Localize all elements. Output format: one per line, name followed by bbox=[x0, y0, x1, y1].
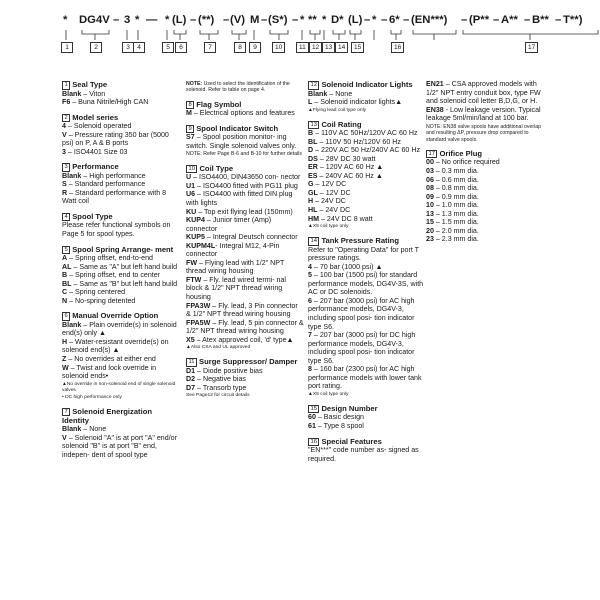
option-entry: U1 – ISO4400 fitted with PG11 plug bbox=[186, 181, 298, 190]
box-number: 10 bbox=[272, 42, 285, 53]
section-special-features bbox=[308, 437, 426, 464]
option-entry: 61 – Type 8 spool bbox=[308, 421, 364, 430]
option-entry: M – Electrical options and features bbox=[186, 109, 295, 118]
code-part: * bbox=[372, 14, 377, 26]
section-number: 12 bbox=[308, 81, 319, 90]
code-part: — bbox=[146, 14, 158, 26]
option-entry: X5 – Atex approved coil, 'd' type▲ bbox=[186, 335, 294, 344]
option-entry: S7 – Spool position monitor- ing switch. Single solenoid valves only. bbox=[186, 133, 297, 150]
section-solenoid-indicator-lights bbox=[308, 80, 426, 114]
code-part: – bbox=[292, 14, 299, 26]
option-entry: 03 – 0.3 mm dia. bbox=[426, 167, 479, 175]
option-entry: B – Spring offset, end to center bbox=[62, 271, 161, 280]
section-number: 14 bbox=[308, 237, 319, 246]
footnote: ▲X5 coil type only bbox=[308, 224, 349, 230]
section-manual-override bbox=[62, 311, 178, 400]
option-entry: 4 – 70 bar (1000 psi) ▲ bbox=[308, 262, 383, 271]
box-number: 11 bbox=[296, 42, 309, 53]
box-number: 14 bbox=[335, 42, 348, 53]
section-title: Solenoid Energization Identity bbox=[62, 406, 152, 426]
box-number: 6 bbox=[175, 42, 187, 53]
section-performance bbox=[62, 162, 178, 206]
option-entry: AL – Same as "A" but left hand build bbox=[62, 262, 178, 271]
option-entry: U – ISO4400, DIN43650 con- nector bbox=[186, 173, 301, 182]
option-entry: B – 110V AC 50Hz/120V AC 60 Hz bbox=[308, 129, 418, 138]
bracket-line bbox=[200, 30, 218, 34]
option-entry: BL – 110V 50 Hz/120V 60 Hz bbox=[308, 137, 401, 146]
code-part: * bbox=[322, 14, 327, 26]
bracket-line bbox=[174, 30, 186, 34]
code-part: DG4V bbox=[79, 14, 110, 26]
code-part: – bbox=[223, 14, 230, 26]
option-entry: W – Twist and lock override in solenoid ends• bbox=[62, 363, 157, 381]
box-number: 13 bbox=[322, 42, 335, 53]
option-entry: Blank – Viton bbox=[62, 89, 106, 98]
section-number: 11 bbox=[186, 358, 197, 367]
bracket-line bbox=[350, 30, 361, 34]
option-entry: Blank – None bbox=[308, 89, 353, 98]
code-part: (**) bbox=[198, 14, 215, 26]
option-entry: KUP5 – Integral Deutsch connector bbox=[186, 233, 298, 242]
section-title: Solenoid Indicator Lights bbox=[321, 80, 413, 89]
code-box-numbers bbox=[0, 42, 600, 56]
option-entry: 23 – 2.3 mm dia. bbox=[426, 235, 479, 244]
code-part: 6* bbox=[389, 14, 400, 26]
section-number: 8 bbox=[186, 101, 194, 110]
option-entry: 4 – Solenoid operated bbox=[62, 122, 132, 131]
column-2 bbox=[186, 80, 304, 405]
footnote: ▲No override in non-solenoid end of single solenoid valves bbox=[62, 381, 176, 393]
option-entry: L – Solenoid indicator lights▲ bbox=[308, 98, 403, 107]
option-entry: FPA3W – Fly. lead, 3 Pin connector & 1/2" NPT thread wiring housing bbox=[186, 301, 298, 319]
note: NOTE: EN38 valve spools have additional overlap and resulting ΔP, pressure drop compared to standard valve spools. bbox=[426, 123, 542, 143]
code-part: B** bbox=[532, 14, 549, 26]
option-entry: V – Pressure rating 350 bar (5000 psi) on P, A & B ports bbox=[62, 130, 169, 148]
bracket-line bbox=[413, 30, 456, 34]
section-text: "EN***" code number as- signed as required. bbox=[308, 446, 419, 463]
code-part: – bbox=[461, 14, 468, 26]
section-title: Performance bbox=[72, 162, 119, 172]
box-number: 1 bbox=[61, 42, 73, 53]
section-number: 7 bbox=[62, 408, 70, 417]
box-number: 17 bbox=[525, 42, 538, 53]
code-part: – bbox=[403, 14, 410, 26]
option-entry: FW – Flying lead with 1/2" NPT thread wiring housing bbox=[186, 258, 285, 276]
note: NOTE: Refer Page B-6 and B-10 for further details bbox=[186, 151, 302, 158]
section-title: Coil Type bbox=[199, 163, 234, 173]
option-entry: BL – Same as "B" but left hand build bbox=[62, 279, 178, 288]
option-entry: KUPM4L- Integral M12, 4-Pin connector bbox=[186, 241, 280, 259]
bracket-line bbox=[333, 30, 345, 34]
option-entry: GL – 12V DC bbox=[308, 188, 351, 197]
option-entry: 6 – 207 bar (3000 psi) for AC high performance models, DG4V-3, including spool posi- tion indicator type S6. bbox=[308, 296, 415, 331]
option-entry: D7 – Transorb type bbox=[186, 383, 247, 392]
code-part: – bbox=[190, 14, 197, 26]
section-title: Seal Type bbox=[72, 80, 108, 89]
code-part: T**) bbox=[563, 14, 583, 26]
option-entry: KUP4 – Junior timer (Amp) connector bbox=[186, 216, 272, 233]
section-number: 4 bbox=[62, 213, 70, 222]
option-entry: U6 – ISO4400 with fitted DIN plug with lights bbox=[186, 190, 293, 207]
section-number: 9 bbox=[186, 125, 194, 134]
section-text: Please refer functional symbols on Page 5 for spool types. bbox=[62, 221, 171, 239]
code-part: D* bbox=[331, 14, 344, 26]
section-number: 1 bbox=[62, 81, 70, 90]
section-energization-identity bbox=[62, 407, 178, 460]
option-entry: G – 12V DC bbox=[308, 180, 347, 189]
bracket-line bbox=[270, 30, 288, 34]
option-entry: 7 – 207 bar (3000 psi) for DC high performance models, DG4V-3, including spool posi- tion indicator type S6. bbox=[308, 331, 416, 365]
bracket-line bbox=[391, 30, 401, 34]
box-number: 5 bbox=[162, 42, 174, 53]
section-number: 6 bbox=[62, 312, 70, 321]
section-model-series bbox=[62, 113, 178, 157]
box-number: 16 bbox=[391, 42, 404, 53]
section-title: Spool Indicator Switch bbox=[196, 123, 279, 133]
option-entry: R – Standard performance with 8 Watt coil bbox=[62, 188, 167, 206]
footnote: ▲Flying lead coil type only bbox=[308, 107, 367, 113]
footnote: See Page12 for circuit details bbox=[186, 393, 250, 399]
box-number: 3 bbox=[122, 42, 134, 53]
footnote: • DC high performance only bbox=[62, 394, 122, 400]
option-entry: 15 – 1.5 mm dia. bbox=[426, 218, 479, 227]
option-entry: HL – 24V DC bbox=[308, 206, 351, 215]
bracket-line bbox=[232, 30, 246, 34]
option-entry: 08 – 0.8 mm dia. bbox=[426, 184, 479, 193]
section-orifice-plug bbox=[426, 149, 546, 244]
option-entry: H – Water-resistant override(s) on solenoid end(s) ▲ bbox=[62, 337, 169, 355]
option-entry: A – Spring offset, end-to-end bbox=[62, 254, 153, 263]
code-part: (V) bbox=[230, 14, 246, 26]
section-spool-indicator-switch bbox=[186, 124, 304, 158]
box-number: 4 bbox=[133, 42, 145, 53]
column-3 bbox=[308, 80, 426, 469]
code-part: (P** bbox=[469, 14, 490, 26]
special-feature-en38: EN38 - Low leakage version. Typical leakage 5ml/min/land at 100 bar. bbox=[426, 105, 541, 123]
box-number: 7 bbox=[204, 42, 216, 53]
code-part: * bbox=[300, 14, 305, 26]
code-part: * bbox=[63, 14, 68, 26]
section-title: Flag Symbol bbox=[196, 99, 242, 109]
option-entry: C – Spring centered bbox=[62, 288, 126, 297]
section-coil-type bbox=[186, 164, 304, 351]
bracket-line bbox=[463, 30, 598, 34]
section-spool-type bbox=[62, 212, 178, 239]
code-part: A** bbox=[501, 14, 518, 26]
section-coil-rating bbox=[308, 120, 426, 231]
section-design-number bbox=[308, 404, 426, 431]
section-tank-pressure-rating bbox=[308, 236, 426, 398]
note-identity: NOTE: Used to select the identification of the solenoid. Refer to table on page 4. bbox=[186, 81, 290, 94]
section-title: Special Features bbox=[321, 436, 382, 446]
section-number: 16 bbox=[308, 438, 319, 447]
bracket-line bbox=[82, 30, 109, 34]
option-entry: 3 – ISO4401 Size 03 bbox=[62, 147, 128, 156]
code-part: – bbox=[381, 14, 388, 26]
code-part: – bbox=[555, 14, 562, 26]
section-spool-spring bbox=[62, 245, 178, 306]
option-entry: FPA5W – Fly. lead, 5 pin connector & 1/2" NPT thread wiring housing bbox=[186, 318, 304, 336]
option-entry: 06 – 0.6 mm dia. bbox=[426, 175, 479, 184]
code-part: (L) bbox=[348, 14, 363, 26]
code-part: * bbox=[135, 14, 140, 26]
option-entry: N – No-spring detented bbox=[62, 296, 136, 305]
option-entry: D – 220V AC 50 Hz/240V AC 60 Hz bbox=[308, 146, 420, 155]
option-entry: F6 – Buna Nitrile/High CAN bbox=[62, 98, 149, 107]
section-number: 15 bbox=[308, 405, 319, 414]
section-title: Spool Spring Arrange- ment bbox=[72, 244, 174, 254]
option-entry: 60 – Basic design bbox=[308, 413, 364, 422]
option-entry: 8 – 160 bar (2300 psi) for AC high performance models with lower tank port rating. bbox=[308, 365, 422, 391]
box-number: 2 bbox=[90, 42, 102, 53]
code-part: – bbox=[261, 14, 268, 26]
option-entry: D1 – Diode positive bias bbox=[186, 366, 263, 375]
code-part: M bbox=[250, 14, 260, 26]
code-part: (EN***) bbox=[411, 14, 448, 26]
special-feature-en21: EN21 – CSA approved models with 1/2" NPT entry conduit box, type FW and solenoid coil letter B,D,G, or H. EN38 - Low leakage version. Typical leakage 5ml/min/land at 100 bar. NOTE: EN38 valve spools have additional overlap and resulting ΔP, pressure drop compared to standard valve spools. bbox=[426, 80, 546, 143]
option-entry: 20 – 2.0 mm dia. bbox=[426, 226, 479, 235]
box-number: 12 bbox=[309, 42, 322, 53]
column-1 bbox=[62, 80, 178, 465]
section-number: 2 bbox=[62, 114, 70, 123]
section-title: Coil Rating bbox=[321, 119, 362, 129]
section-title: Manual Override Option bbox=[72, 311, 159, 321]
section-title: Model series bbox=[72, 112, 119, 122]
option-entry: HM – 24V DC 8 watt bbox=[308, 214, 373, 223]
option-entry: 13 – 1.3 mm dia. bbox=[426, 209, 479, 218]
option-entry: V – Solenoid "A" is at port "A" end/or solenoid "B" is at port "B" end, indepen- dent of spool type bbox=[62, 433, 177, 459]
option-entry: ES – 240V AC 60 Hz ▲ bbox=[308, 171, 383, 180]
box-number: 8 bbox=[234, 42, 246, 53]
code-part: – bbox=[113, 14, 120, 26]
option-entry: 5 – 100 bar (1500 psi) for standard performance models, DG4V-3S, with AC or DC solenoids. bbox=[308, 271, 424, 297]
section-title: Orifice Plug bbox=[439, 148, 483, 158]
option-entry: H – 24V DC bbox=[308, 197, 346, 206]
section-flag-symbol bbox=[186, 100, 304, 118]
section-title: Surge Suppressor/ Damper bbox=[199, 357, 298, 367]
section-number: 13 bbox=[308, 121, 319, 130]
option-entry: 09 – 0.9 mm dia. bbox=[426, 192, 479, 201]
option-entry: ER – 120V AC 60 Hz ▲ bbox=[308, 163, 384, 172]
section-title: Spool Type bbox=[72, 211, 113, 221]
code-part: – bbox=[524, 14, 531, 26]
code-part: – bbox=[493, 14, 500, 26]
option-entry: FTW – Fly. lead wired termi- nal block & 1/2" NPT thread wiring housing bbox=[186, 275, 287, 302]
code-part: * bbox=[165, 14, 170, 26]
section-number: 5 bbox=[62, 246, 70, 255]
box-number: 15 bbox=[351, 42, 364, 53]
section-title: Design Number bbox=[321, 403, 378, 413]
option-entry: D2 – Negative bias bbox=[186, 375, 246, 384]
option-entry: Z – No overrides at either end bbox=[62, 355, 156, 364]
section-surge-suppressor bbox=[186, 357, 304, 399]
code-part: (S*) bbox=[268, 14, 288, 26]
option-entry: 10 – 1.0 mm dia. bbox=[426, 201, 479, 210]
bracket-line bbox=[310, 30, 320, 34]
section-number: 3 bbox=[62, 163, 70, 172]
column-4 bbox=[426, 80, 546, 250]
option-entry: DS – 28V DC 30 watt bbox=[308, 154, 376, 163]
code-part: ** bbox=[308, 14, 317, 26]
option-entry: KU – Top exit flying lead (150mm) bbox=[186, 207, 293, 216]
code-part: (L) bbox=[172, 14, 187, 26]
option-entry: Blank – High performance bbox=[62, 171, 146, 180]
section-number: 10 bbox=[186, 165, 197, 174]
section-seal-type bbox=[62, 80, 178, 107]
option-entry: S – Standard performance bbox=[62, 180, 146, 189]
section-text: Refer to "Operating Data" for port T pressure ratings. bbox=[308, 245, 419, 263]
code-part: 3 bbox=[124, 14, 131, 26]
option-entry: 00 – No orifice required bbox=[426, 158, 500, 167]
option-entry: Blank – Plain override(s) in solenoid end(s) only ▲ bbox=[62, 320, 177, 338]
section-title: Tank Pressure Rating bbox=[321, 236, 399, 246]
section-number: 17 bbox=[426, 150, 437, 159]
footnote: ▲X5 coil type only bbox=[308, 391, 349, 397]
box-number: 9 bbox=[249, 42, 261, 53]
option-entry: Blank – None bbox=[62, 425, 107, 434]
footnote: ▲Also CSA and UL approved bbox=[186, 345, 251, 351]
code-part: – bbox=[364, 14, 371, 26]
